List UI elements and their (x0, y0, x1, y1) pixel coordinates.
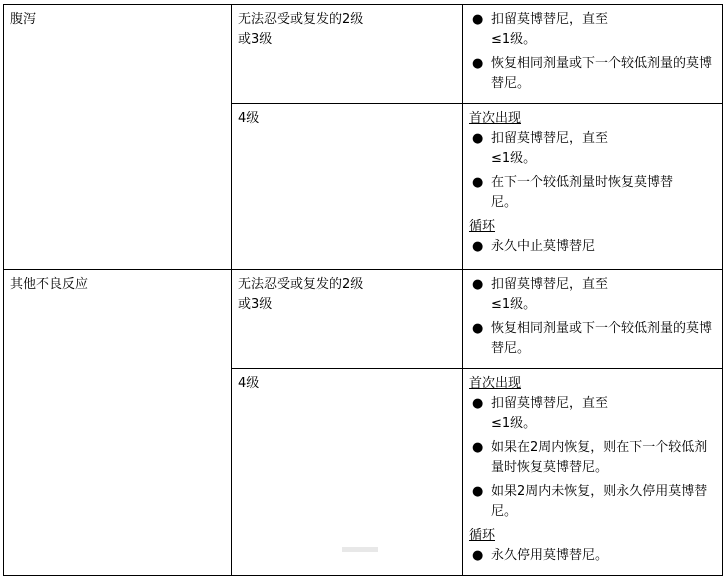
occurrence-heading: 首次出现 (469, 376, 522, 391)
action-list (469, 546, 716, 566)
list-item (469, 10, 716, 50)
action-cell (463, 104, 723, 270)
bullet-icon: ● (472, 321, 484, 336)
occurrence-heading: 循环 (469, 528, 496, 543)
list-item (469, 438, 716, 478)
action-list (469, 275, 716, 359)
reaction-cell: 腹泻 (4, 5, 232, 270)
table-row (4, 5, 723, 104)
action-text: 在下一个较低剂量时恢复莫博替 尼。 (491, 175, 674, 210)
list-item (469, 129, 716, 169)
list-item (469, 546, 716, 566)
action-list (469, 129, 716, 213)
action-text: 永久停用莫博替尼。 (491, 548, 609, 563)
grade-cell: 无法忍受或复发的2级 或3级 (232, 270, 463, 369)
occurrence-heading: 循环 (469, 219, 496, 234)
list-item (469, 237, 716, 257)
bullet-icon: ● (472, 277, 484, 292)
action-text: 如果在2周内恢复，则在下一个较低剂量时恢复莫博替尼。 (491, 440, 708, 475)
action-list (469, 10, 716, 94)
bullet-icon: ● (472, 175, 484, 190)
action-cell (463, 5, 723, 104)
action-text: 永久中止莫博替尼 (491, 239, 596, 254)
bullet-icon: ● (472, 440, 484, 455)
bullet-icon: ● (472, 484, 484, 499)
list-item (469, 394, 716, 434)
action-text: 如果2周内未恢复，则永久停用莫博替尼。 (491, 484, 708, 519)
bullet-icon: ● (472, 131, 484, 146)
action-list (469, 394, 716, 522)
list-item (469, 275, 716, 315)
grade-cell: 4级 (232, 104, 463, 270)
dose-modification-table (3, 4, 723, 576)
action-cell (463, 369, 723, 576)
occurrence-heading: 首次出现 (469, 111, 522, 126)
action-text: 恢复相同剂量或下一个较低剂量的莫博替尼。 (491, 56, 713, 91)
bullet-icon: ● (472, 396, 484, 411)
bullet-icon: ● (472, 548, 484, 563)
bullet-icon: ● (472, 12, 484, 27)
list-item (469, 482, 716, 522)
list-item (469, 173, 716, 213)
list-item (469, 54, 716, 94)
scroll-remnant (342, 547, 378, 552)
action-text: 扣留莫博替尼，直至 ≤1级。 (491, 12, 609, 47)
reaction-cell: 其他不良反应 (4, 270, 232, 576)
bullet-icon: ● (472, 56, 484, 71)
action-list (469, 237, 716, 257)
action-text: 扣留莫博替尼，直至 ≤1级。 (491, 277, 609, 312)
action-text: 扣留莫博替尼，直至 ≤1级。 (491, 396, 609, 431)
bullet-icon: ● (472, 239, 484, 254)
action-text: 恢复相同剂量或下一个较低剂量的莫博替尼。 (491, 321, 713, 356)
action-cell (463, 270, 723, 369)
table-row (4, 270, 723, 369)
list-item (469, 319, 716, 359)
grade-cell: 无法忍受或复发的2级 或3级 (232, 5, 463, 104)
grade-cell: 4级 (232, 369, 463, 576)
action-text: 扣留莫博替尼，直至 ≤1级。 (491, 131, 609, 166)
